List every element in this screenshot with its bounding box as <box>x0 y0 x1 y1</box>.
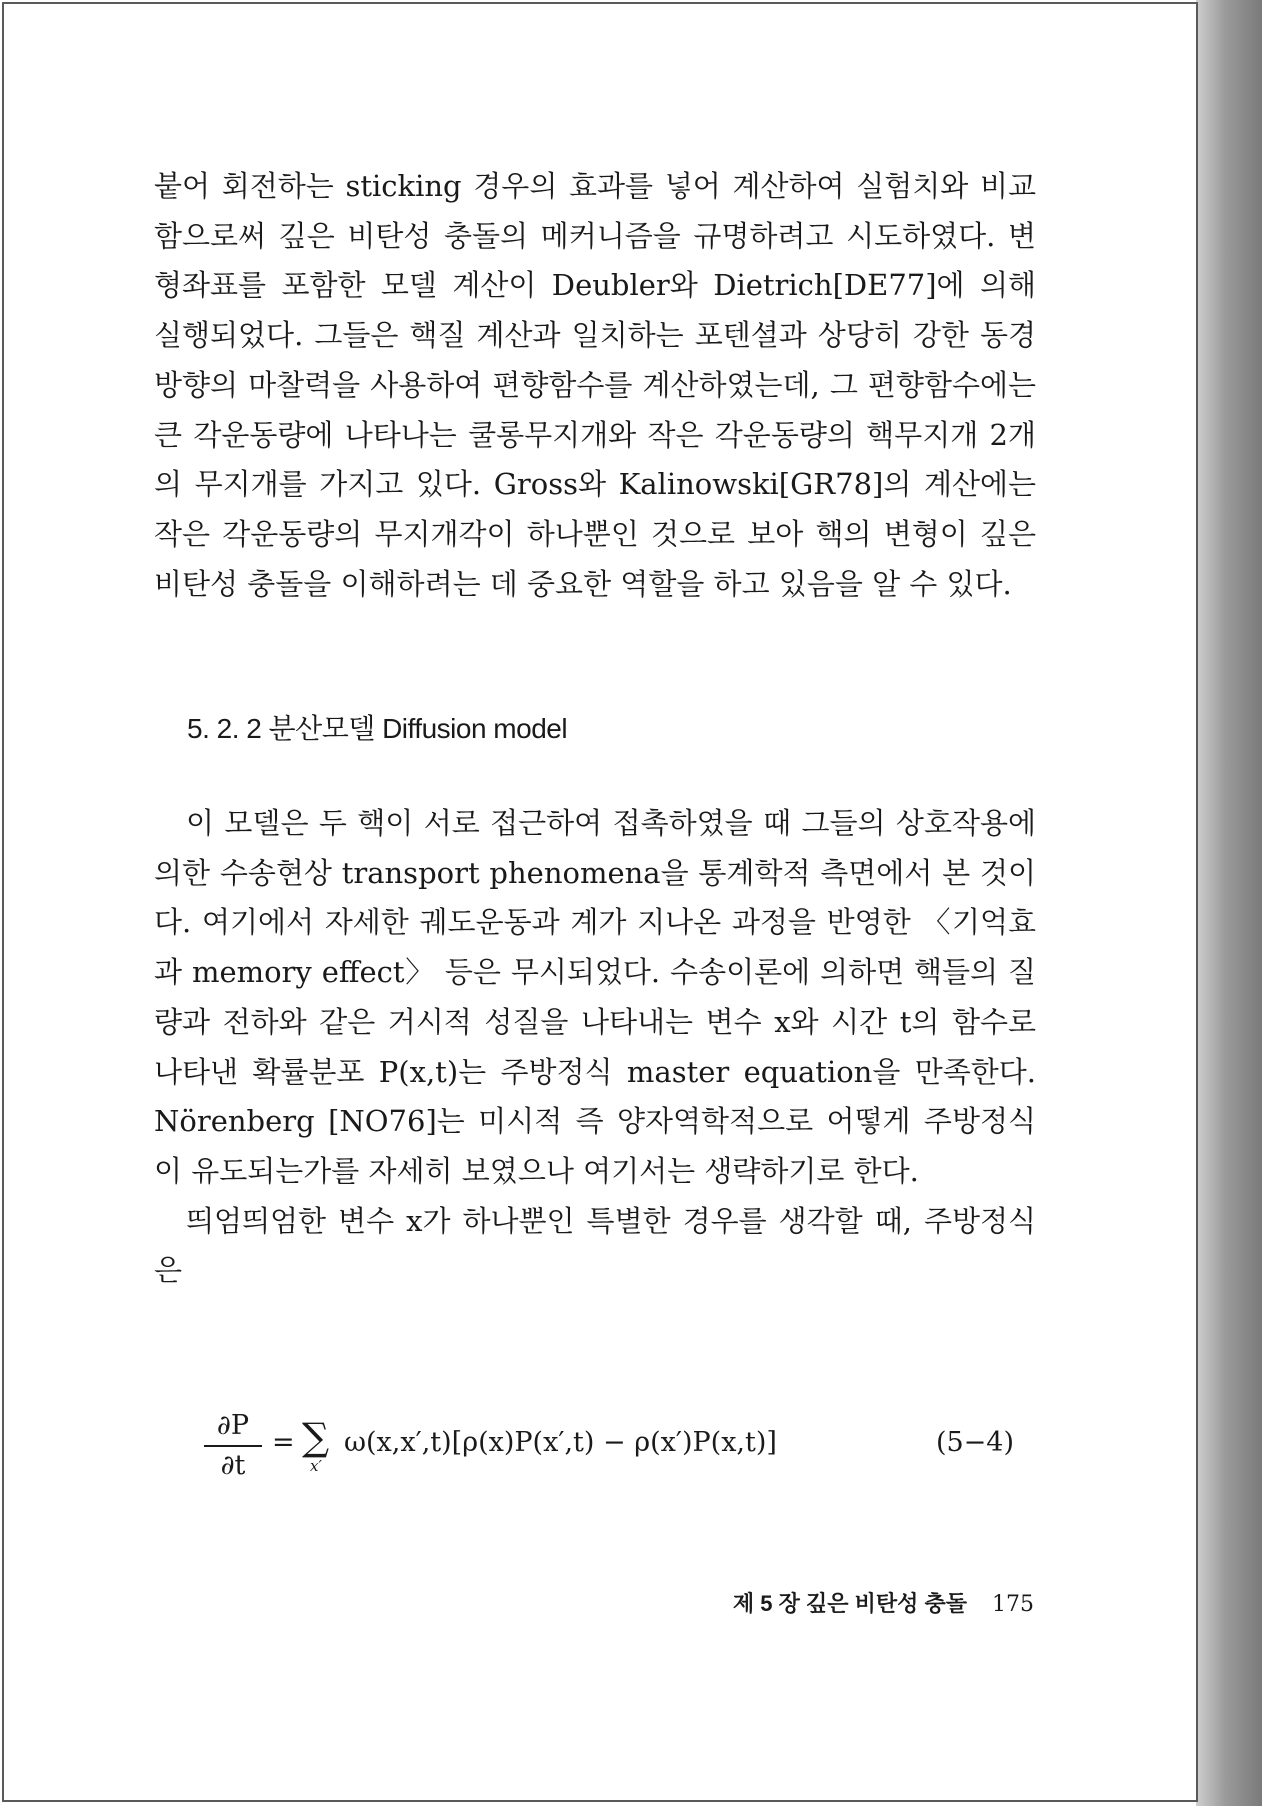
footer-chapter-title: 제 5 장 깊은 비탄성 충돌 <box>732 1591 967 1616</box>
equation-number: (5−4) <box>935 1427 1014 1458</box>
book-page <box>2 2 1198 1802</box>
equation-numerator: ∂P <box>216 1410 250 1441</box>
summation-symbol: ∑ <box>302 1415 330 1459</box>
paragraph-model-text: 이 모델은 두 핵이 서로 접근하여 접촉하였을 때 그들의 상호작용에 의한 수송현상 transport phenomena을 통계학적 측면에서 본 것이다. 여기에서 자세한 궤도운동과 계가 지나온 과정을 반영한 〈기억효과 memory effect〉 등은 무시되었다. 수송이론에 의하면 핵들의 질량과 전하와 같은 거시적 성질을 나타내는 변수 x와 시간 t의 함수로 나타낸 확률분포 P(x,t)는 주방정식 master equation을 만족한다. Nörenberg [NO76]는 미시적 즉 양자역학적으로 어떻게 주방정식이 유도되는가를 자세히 보였으나 여기서는 생략하기로 한다. <box>154 806 1036 1188</box>
paragraph-sticking <box>154 162 1036 609</box>
page-number: 175 <box>992 1592 1034 1617</box>
page-edge-shadow <box>1196 0 1262 1806</box>
equation-fraction <box>204 1409 262 1483</box>
paragraph-diffusion-model <box>154 799 1036 1296</box>
equation-rhs: ω(x,x′,t)[ρ(x)P(x′,t) − ρ(x′)P(x,t)] <box>344 1427 777 1458</box>
master-equation <box>204 1409 1014 1489</box>
paragraph-eq-intro-text: 띄엄띄엄한 변수 x가 하나뿐인 특별한 경우를 생각할 때, 주방정식은 <box>154 1203 1036 1288</box>
fraction-bar <box>204 1445 262 1447</box>
section-heading: 5. 2. 2 분산모델 Diffusion model <box>187 713 568 744</box>
equation-denominator: ∂t <box>220 1450 246 1481</box>
equation-equals: = <box>272 1427 295 1458</box>
paragraph-top-text: 붙어 회전하는 sticking 경우의 효과를 넣어 계산하여 실험치와 비교함으로써 깊은 비탄성 충돌의 메커니즘을 규명하려고 시도하였다. 변형좌표를 포함한 모델 계산이 Deubler와 Dietrich[DE77]에 의해 실행되었다. 그들은 핵질 계산과 일치하는 포텐셜과 상당히 강한 동경방향의 마찰력을 사용하여 편향함수를 계산하였는데, 그 편향함수에는 큰 각운동량에 나타나는 쿨롱무지개와 작은 각운동량의 핵무지개 2개의 무지개를 가지고 있다. Gross와 Kalinowski[GR78]의 계산에는 작은 각운동량의 무지개각이 하나뿐인 것으로 보아 핵의 변형이 깊은 비탄성 충돌을 이해하려는 데 중요한 역할을 하고 있음을 알 수 있다. <box>154 169 1036 601</box>
summation-subscript: x′ <box>310 1457 322 1475</box>
page-footer <box>704 1587 1034 1618</box>
